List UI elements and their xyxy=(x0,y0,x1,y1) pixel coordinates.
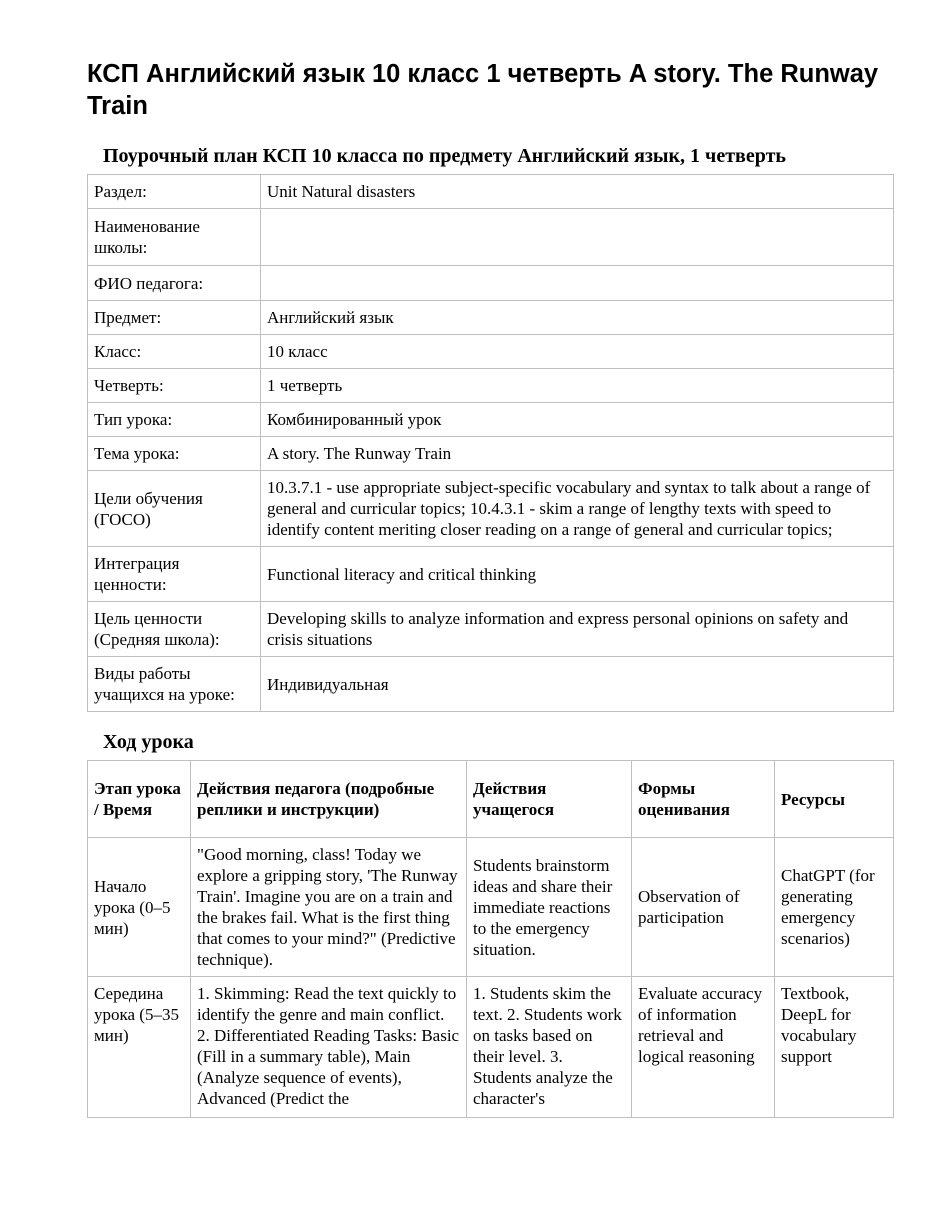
info-value: 1 четверть xyxy=(261,369,894,403)
info-label: Предмет: xyxy=(88,301,261,335)
table-row xyxy=(88,547,894,602)
table-row xyxy=(88,403,894,437)
table-header-row xyxy=(88,761,894,838)
table-row xyxy=(88,838,894,977)
teacher-cell xyxy=(191,977,467,1118)
info-label: Тип урока: xyxy=(88,403,261,437)
info-value: Комбинированный урок xyxy=(261,403,894,437)
info-label: Раздел: xyxy=(88,175,261,209)
table-row xyxy=(88,175,894,209)
student-text: 1. Students skim the text. 2. Students work on tasks based on their level. 3. Students analyze the character's xyxy=(473,984,622,1108)
stage-text: Середина урока (5–35 мин) xyxy=(94,984,179,1045)
stage-cell xyxy=(88,977,191,1118)
lesson-progress-table xyxy=(87,760,894,1118)
student-cell: Students brainstorm ideas and share their immediate reactions to the emergency situation. xyxy=(467,838,632,977)
resources-text: Textbook, DeepL for vocabulary support xyxy=(781,984,857,1066)
info-value: Индивидуальная xyxy=(261,657,894,712)
assessment-cell xyxy=(632,977,775,1118)
column-header-resources: Ресурсы xyxy=(775,761,894,838)
column-header-student: Действия учащегося xyxy=(467,761,632,838)
info-label: Класс: xyxy=(88,335,261,369)
info-value: 10 класс xyxy=(261,335,894,369)
info-value: 10.3.7.1 - use appropriate subject-specific vocabulary and syntax to talk about a range of general and curricular topics; 10.4.3.1 - skim a range of lengthy texts with speed to identify content meriting closer reading on a range of general and curricular topics; xyxy=(261,471,894,547)
lesson-heading: Ход урока xyxy=(103,731,194,753)
info-value xyxy=(261,266,894,301)
info-value: A story. The Runway Train xyxy=(261,437,894,471)
document-title: КСП Английский язык 10 класс 1 четверть A story. The Runway Train xyxy=(87,60,879,120)
assessment-cell: Observation of participation xyxy=(632,838,775,977)
column-header-teacher: Действия педагога (подробные реплики и инструкции) xyxy=(191,761,467,838)
column-header-assessment: Формы оценивания xyxy=(632,761,775,838)
column-header-stage: Этап урока / Время xyxy=(88,761,191,838)
document-page xyxy=(87,58,893,1118)
stage-cell: Начало урока (0–5 мин) xyxy=(88,838,191,977)
info-label: Тема урока: xyxy=(88,437,261,471)
teacher-cell: "Good morning, class! Today we explore a gripping story, 'The Runway Train'. Imagine you are on a train and the brakes fail. What is the first thing that comes to your mind?" (Predictive technique). xyxy=(191,838,467,977)
info-label: Интеграция ценности: xyxy=(88,547,261,602)
info-label: ФИО педагога: xyxy=(88,266,261,301)
student-cell xyxy=(467,977,632,1118)
table-row xyxy=(88,602,894,657)
table-row xyxy=(88,437,894,471)
info-label: Наименование школы: xyxy=(88,209,261,266)
info-value: Functional literacy and critical thinking xyxy=(261,547,894,602)
table-row xyxy=(88,301,894,335)
info-label: Виды работы учащихся на уроке: xyxy=(88,657,261,712)
info-value: Английский язык xyxy=(261,301,894,335)
table-row xyxy=(88,471,894,547)
teacher-text: 1. Skimming: Read the text quickly to identify the genre and main conflict. 2. Differentiated Reading Tasks: Basic (Fill in a summary table), Main (Analyze sequence of events), Advanced (Predict the xyxy=(197,984,460,1108)
table-row xyxy=(88,657,894,712)
table-row xyxy=(88,977,894,1118)
table-row xyxy=(88,369,894,403)
info-label: Четверть: xyxy=(88,369,261,403)
info-label: Цель ценности (Средняя школа): xyxy=(88,602,261,657)
table-row xyxy=(88,209,894,266)
info-value: Unit Natural disasters xyxy=(261,175,894,209)
plan-heading: Поурочный план КСП 10 класса по предмету Английский язык, 1 четверть xyxy=(103,145,786,167)
table-row xyxy=(88,266,894,301)
lesson-info-table xyxy=(87,174,894,712)
assessment-text: Evaluate accuracy of information retrieval and logical reasoning xyxy=(638,984,763,1066)
info-value xyxy=(261,209,894,266)
resources-cell xyxy=(775,977,894,1118)
resources-cell: ChatGPT (for generating emergency scenarios) xyxy=(775,838,894,977)
table-row xyxy=(88,335,894,369)
info-label: Цели обучения (ГОСО) xyxy=(88,471,261,547)
info-value: Developing skills to analyze information and express personal opinions on safety and crisis situations xyxy=(261,602,894,657)
